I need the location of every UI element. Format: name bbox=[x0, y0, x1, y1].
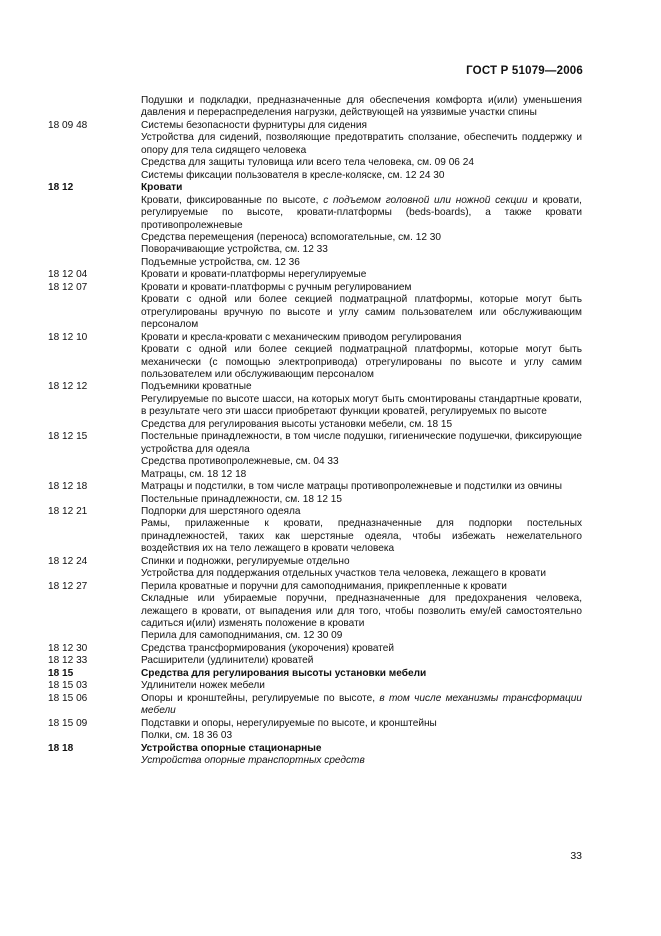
classification-text bbox=[141, 494, 582, 506]
text-segment: Спинки и подножки, регулируемые отдельно bbox=[141, 555, 350, 567]
text-segment: Перила для самоподнимания, см. 12 30 09 bbox=[141, 630, 343, 642]
classification-code: 18 12 15 bbox=[48, 431, 88, 443]
italic-text-segment: с подъемом головной или ножной секции bbox=[323, 194, 528, 206]
classification-code bbox=[48, 244, 141, 256]
classification-row bbox=[48, 643, 582, 655]
text-segment: Средства для защиты туловища или всего тела человека, см. 09 06 24 bbox=[141, 157, 474, 169]
text-segment: Кровати и кровати-платформы с ручным регулированием bbox=[141, 281, 412, 293]
classification-text bbox=[141, 381, 582, 393]
classification-row bbox=[48, 718, 582, 730]
text-segment: Удлинители ножек мебели bbox=[141, 680, 265, 692]
text-segment: Подъемные устройства, см. 12 36 bbox=[141, 256, 300, 268]
classification-text bbox=[141, 630, 582, 642]
classification-row bbox=[48, 469, 582, 481]
classification-text bbox=[141, 481, 582, 493]
classification-row bbox=[48, 244, 582, 256]
text-segment: Кровати bbox=[141, 182, 183, 194]
text-segment: Подушки и подкладки, предназначенные для обеспечения комфорта и(или) уменьшения давления и перераспределения нагрузки, действующей на уязвимые участки спины bbox=[141, 95, 582, 119]
classification-row bbox=[48, 518, 582, 555]
classification-code bbox=[48, 419, 141, 431]
classification-text bbox=[141, 643, 582, 655]
text-segment: и кровати, регулируемые по высоте, кровати-платформы (beds-boards), а также кровати противопролежневые bbox=[141, 194, 582, 231]
classification-text bbox=[141, 456, 582, 468]
classification-text bbox=[141, 95, 582, 120]
classification-code: 18 12 33 bbox=[48, 655, 88, 667]
classification-code: 18 12 21 bbox=[48, 505, 88, 517]
classification-row bbox=[48, 494, 582, 506]
classification-code bbox=[48, 755, 141, 767]
classification-text bbox=[141, 718, 582, 730]
classification-text bbox=[141, 232, 582, 244]
classification-code: 18 15 09 bbox=[48, 717, 88, 729]
classification-code bbox=[48, 195, 141, 232]
classification-row bbox=[48, 743, 582, 755]
text-segment: Системы фиксации пользователя в кресле-коляске, см. 12 24 30 bbox=[141, 169, 445, 181]
text-segment: Кровати и кровати-платформы нерегулируемые bbox=[141, 269, 367, 281]
classification-code: 18 18 bbox=[48, 742, 74, 754]
text-segment: Кровати, фиксированные по высоте, bbox=[141, 194, 324, 206]
classification-text bbox=[141, 518, 582, 555]
text-segment: Устройства для сидений, позволяющие предотвратить сползание, обеспечить поддержку и опору для тела сидящего человека bbox=[141, 132, 582, 156]
classification-code bbox=[48, 294, 141, 331]
classification-text bbox=[141, 568, 582, 580]
classification-text bbox=[141, 506, 582, 518]
text-segment: Расширители (удлинители) кроватей bbox=[141, 655, 314, 667]
classification-row bbox=[48, 195, 582, 232]
classification-code bbox=[48, 170, 141, 182]
classification-text bbox=[141, 269, 582, 281]
text-segment: Устройства опорные стационарные bbox=[141, 742, 322, 754]
classification-row bbox=[48, 506, 582, 518]
classification-text bbox=[141, 195, 582, 232]
classification-text bbox=[141, 282, 582, 294]
text-segment: Складные или убираемые поручни, предназначенные для предохранения человека, лежащего в кровати, от выпадения или для того, чтобы позволить ему/ей самостоятельно садиться и(или) изменять положение в кровати bbox=[141, 593, 582, 630]
text-segment: Устройства для поддержания отдельных участков тела человека, лежащего в кровати bbox=[141, 568, 547, 580]
classification-text bbox=[141, 157, 582, 169]
classification-code: 18 15 06 bbox=[48, 692, 88, 704]
classification-text bbox=[141, 182, 582, 194]
text-segment: Опоры и кронштейны, регулируемые по высоте, bbox=[141, 692, 380, 704]
text-segment: Перила кроватные и поручни для самоподнимания, прикрепленные к кровати bbox=[141, 580, 507, 592]
classification-code bbox=[48, 344, 141, 381]
page-number: 33 bbox=[570, 850, 582, 862]
classification-text bbox=[141, 593, 582, 630]
text-segment: Кровати и кресла-кровати с механическим приводом регулирования bbox=[141, 331, 462, 343]
classification-text bbox=[141, 469, 582, 481]
text-segment: Кровати с одной или более секцией подматрацной платформы, которые могут быть механически (с помощью электропривода) отрегулированы по высоте и углу самим пользователем или обслуживающим персоналом bbox=[141, 344, 582, 380]
classification-row bbox=[48, 556, 582, 568]
text-segment: Подъемники кроватные bbox=[141, 381, 252, 393]
text-segment: Средства противопролежневые, см. 04 33 bbox=[141, 456, 339, 468]
italic-text-segment: Устройства опорные транспортных средств bbox=[141, 755, 365, 767]
classification-text bbox=[141, 755, 582, 767]
classification-row bbox=[48, 481, 582, 493]
classification-text bbox=[141, 394, 582, 419]
classification-row bbox=[48, 655, 582, 667]
text-segment: Матрацы и подстилки, в том числе матрацы противопролежневые и подстилки из овчины bbox=[141, 481, 562, 493]
text-segment: Системы безопасности фурнитуры для сидения bbox=[141, 119, 367, 131]
classification-text bbox=[141, 294, 582, 331]
classification-row bbox=[48, 120, 582, 132]
classification-code bbox=[48, 232, 141, 244]
classification-code bbox=[48, 469, 141, 481]
classification-code bbox=[48, 394, 141, 419]
classification-row bbox=[48, 344, 582, 381]
classification-text bbox=[141, 132, 582, 157]
classification-row bbox=[48, 755, 582, 767]
classification-row bbox=[48, 132, 582, 157]
classification-row bbox=[48, 581, 582, 593]
classification-row bbox=[48, 182, 582, 194]
text-segment: Постельные принадлежности, см. 18 12 15 bbox=[141, 493, 343, 505]
classification-text bbox=[141, 680, 582, 692]
classification-code bbox=[48, 132, 141, 157]
text-segment: Рамы, прилаженные к кровати, предназначенные для подпорки постельных принадлежностей, таких как шерстяные одеяла, чтобы избежать нежелательного воздействия их на тело лежащего в кровати человека bbox=[141, 518, 582, 555]
classification-text bbox=[141, 120, 582, 132]
classification-row bbox=[48, 269, 582, 281]
text-segment: Кровати с одной или более секцией подматрацной платформы, которые могут быть отрегулированы вручную по высоте и углу самим пользователем или обслуживающим персоналом bbox=[141, 294, 582, 331]
classification-code: 18 12 07 bbox=[48, 281, 88, 293]
classification-code bbox=[48, 157, 141, 169]
text-segment: Средства трансформирования (укорочения) кроватей bbox=[141, 642, 394, 654]
classification-row bbox=[48, 294, 582, 331]
classification-code bbox=[48, 518, 141, 555]
text-segment: Полки, см. 18 36 03 bbox=[141, 730, 233, 742]
text-segment: Подпорки для шерстяного одеяла bbox=[141, 505, 301, 517]
classification-row bbox=[48, 170, 582, 182]
classification-code: 18 15 03 bbox=[48, 680, 88, 692]
classification-code bbox=[48, 494, 141, 506]
classification-text bbox=[141, 693, 582, 718]
classification-row bbox=[48, 456, 582, 468]
classification-code: 18 12 04 bbox=[48, 269, 88, 281]
classification-text bbox=[141, 730, 582, 742]
classification-text bbox=[141, 344, 582, 381]
text-segment: Матрацы, см. 18 12 18 bbox=[141, 468, 247, 480]
classification-row bbox=[48, 232, 582, 244]
classification-code bbox=[48, 257, 141, 269]
classification-text bbox=[141, 431, 582, 456]
classification-code bbox=[48, 95, 141, 120]
text-segment: Регулируемые по высоте шасси, на которых могут быть смонтированы стандартные кровати, в результате чего эти шасси приобретают функции кроватей, регулируемых по высоте bbox=[141, 393, 582, 418]
text-segment: Средства для регулирования высоты установки мебели bbox=[141, 667, 427, 679]
classification-code bbox=[48, 568, 141, 580]
classification-code: 18 12 27 bbox=[48, 580, 88, 592]
classification-code: 18 12 bbox=[48, 182, 74, 194]
classification-code bbox=[48, 630, 141, 642]
classification-code bbox=[48, 593, 141, 630]
classification-code: 18 12 30 bbox=[48, 642, 88, 654]
classification-row bbox=[48, 593, 582, 630]
classification-code bbox=[48, 456, 141, 468]
classification-row bbox=[48, 630, 582, 642]
text-segment: Средства перемещения (переноса) вспомогательные, см. 12 30 bbox=[141, 231, 441, 243]
classification-row bbox=[48, 257, 582, 269]
classification-code: 18 12 12 bbox=[48, 381, 88, 393]
classification-text bbox=[141, 257, 582, 269]
classification-row bbox=[48, 95, 582, 120]
text-segment: Подставки и опоры, нерегулируемые по высоте, и кронштейны bbox=[141, 717, 437, 729]
classification-row bbox=[48, 693, 582, 718]
classification-list bbox=[48, 95, 582, 767]
classification-row bbox=[48, 394, 582, 419]
classification-row bbox=[48, 332, 582, 344]
classification-text bbox=[141, 743, 582, 755]
classification-text bbox=[141, 655, 582, 667]
classification-text bbox=[141, 332, 582, 344]
classification-row bbox=[48, 668, 582, 680]
classification-row bbox=[48, 381, 582, 393]
classification-text bbox=[141, 419, 582, 431]
classification-text bbox=[141, 581, 582, 593]
classification-row bbox=[48, 157, 582, 169]
classification-code: 18 12 24 bbox=[48, 555, 88, 567]
classification-row bbox=[48, 419, 582, 431]
classification-row bbox=[48, 431, 582, 456]
classification-code: 18 09 48 bbox=[48, 119, 88, 131]
classification-code: 18 12 10 bbox=[48, 331, 88, 343]
classification-text bbox=[141, 556, 582, 568]
classification-code bbox=[48, 730, 141, 742]
classification-row bbox=[48, 568, 582, 580]
classification-code: 18 12 18 bbox=[48, 481, 88, 493]
classification-text bbox=[141, 244, 582, 256]
classification-row bbox=[48, 282, 582, 294]
classification-text bbox=[141, 170, 582, 182]
italic-text-segment: в том числе механизмы трансформации мебели bbox=[141, 692, 582, 717]
text-segment: Постельные принадлежности, в том числе подушки, гигиенические подушечки, фиксирующие устройства для одеяла bbox=[141, 431, 582, 455]
text-segment: Средства для регулирования высоты установки мебели, см. 18 15 bbox=[141, 418, 453, 430]
text-segment: Поворачивающие устройства, см. 12 33 bbox=[141, 244, 328, 256]
classification-code: 18 15 bbox=[48, 667, 74, 679]
classification-row bbox=[48, 730, 582, 742]
document-header: ГОСТ Р 51079—2006 bbox=[466, 65, 583, 77]
classification-row bbox=[48, 680, 582, 692]
classification-text bbox=[141, 668, 582, 680]
